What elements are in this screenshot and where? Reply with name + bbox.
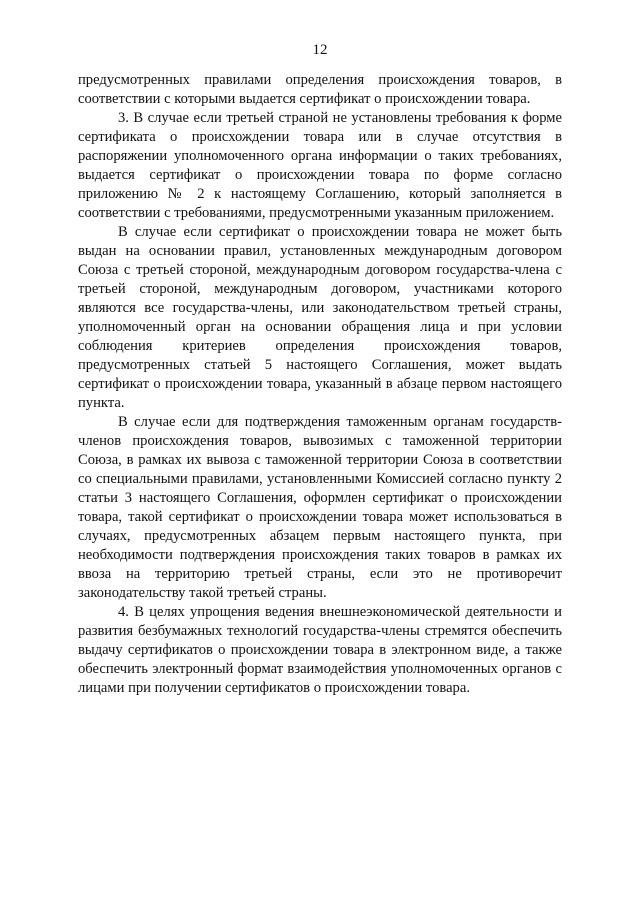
paragraph-item-4: 4. В целях упрощения ведения внешнеэкономической деятельности и развития безбумажных технологий государства-члены стремятся обеспечить выдачу сертификатов о происхождении товара в электронном виде, а также обеспечить электронный формат взаимодействия уполномоченных органов с лицами при получении сертификатов о происхождении товара. — [78, 604, 562, 696]
document-body — [78, 71, 562, 698]
paragraph-continuation: предусмотренных правилами определения происхождения товаров, в соответствии с которыми выдается сертификат о происхождении товара. — [78, 72, 562, 107]
paragraph-certificate-not-issued: В случае если сертификат о происхождении товара не может быть выдан на основании правил, установленных международным договором Союза с третьей стороной, международным договором государства-члена с третьей стороной, международным договором, участниками которого являются все государства-члены, или законодательством третьей страны, уполномоченный орган на основании обращения лица и при условии соблюдения критериев определения происхождения товаров, предусмотренных статьей 5 настоящего Соглашения, может выдать сертификат о происхождении товара, указанный в абзаце первом настоящего пункта. — [78, 224, 562, 411]
paragraph-customs-confirmation: В случае если для подтверждения таможенным органам государств-членов происхождения товаров, вывозимых с таможенной территории Союза, в рамках их вывоза с таможенной территории Союза в соответствии со специальными правилами, установленными Комиссией согласно пункту 2 статьи 3 настоящего Соглашения, оформлен сертификат о происхождении товара, такой сертификат о происхождении товара может использоваться в случаях, предусмотренных абзацем первым настоящего пункта, при необходимости подтверждения происхождения таких товаров в рамках их ввоза на территорию третьей страны, если это не противоречит законодательству такой третьей страны. — [78, 414, 562, 601]
page-number: 12 — [312, 42, 328, 58]
paragraph-item-3: 3. В случае если третьей страной не установлены требования к форме сертификата о происхождении товара или в случае отсутствия в распоряжении уполномоченного органа информации о таких требованиях, выдается сертификат о происхождении товара по форме согласно приложению № 2 к настоящему Соглашению, который заполняется в соответствии с требованиями, предусмотренными указанным приложением. — [78, 110, 562, 221]
